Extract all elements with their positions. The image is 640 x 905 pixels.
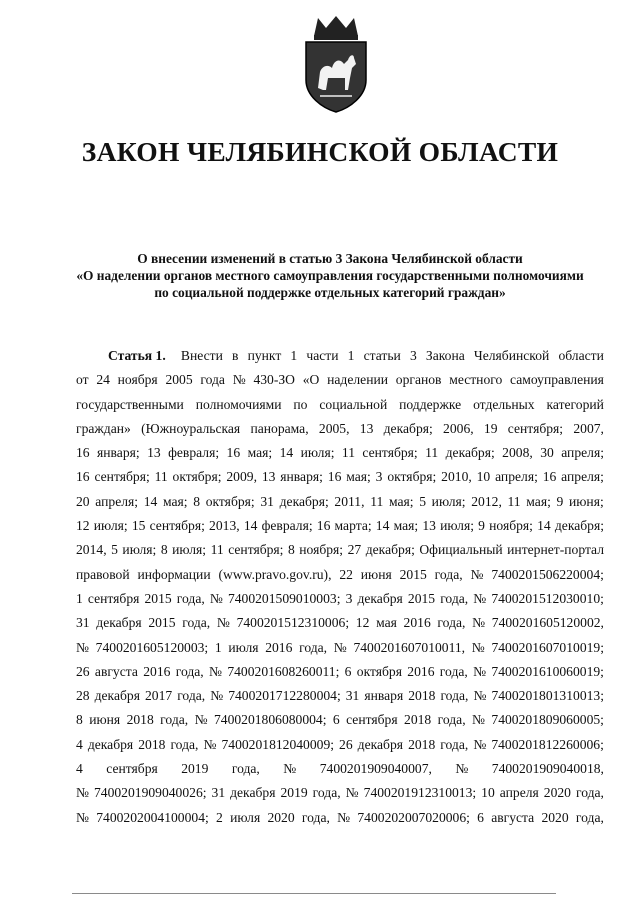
word: ноября;: [489, 518, 533, 534]
word: 7400201909040018,: [491, 761, 604, 777]
word: Внести: [180, 348, 223, 363]
word: декабря: [357, 590, 403, 606]
word: 2017: [144, 688, 173, 704]
word: (Южноуральская: [141, 420, 241, 436]
word: №: [472, 712, 485, 728]
word: (www.pravo.gov.ru),: [218, 566, 332, 582]
article-line: [76, 781, 604, 805]
word: июля: [230, 809, 261, 825]
word: 16: [226, 445, 241, 461]
article-line: [76, 368, 604, 392]
word: мая;: [388, 493, 414, 509]
word: органов: [395, 372, 442, 388]
word: 14: [537, 518, 551, 534]
word: 7400201809060005;: [491, 712, 604, 728]
word: января: [364, 688, 404, 704]
word: 6: [477, 809, 484, 825]
word: 2009,: [226, 469, 257, 485]
word: апреля;: [495, 469, 538, 485]
word: декабря;: [554, 518, 604, 534]
article-line: [76, 514, 604, 538]
word: 26: [76, 663, 90, 679]
word: 11: [370, 493, 384, 509]
word: №: [333, 639, 347, 655]
word: 13: [147, 445, 161, 461]
word: 7400201812260006;: [491, 736, 604, 752]
word: 5: [419, 493, 426, 509]
word: 11: [210, 542, 224, 558]
word: 2015: [407, 590, 436, 606]
word: октября;: [387, 469, 437, 485]
word: декабря: [94, 688, 140, 704]
word: мая;: [346, 469, 371, 485]
word: года,: [301, 809, 330, 825]
word: №: [216, 615, 230, 631]
word: апреля;: [561, 469, 604, 485]
word: 4: [76, 761, 83, 777]
article-line: [76, 538, 604, 562]
word: июля;: [172, 542, 207, 558]
word: декабря;: [279, 493, 329, 509]
word: граждан»: [76, 420, 131, 436]
word: октября: [356, 663, 402, 679]
word: 7400201512310006;: [236, 615, 350, 631]
word: 14: [243, 518, 258, 534]
word: 15: [131, 518, 146, 534]
word: правовой: [76, 566, 130, 582]
word: информации: [137, 566, 211, 582]
word: №: [472, 615, 486, 631]
word: 20: [76, 493, 90, 509]
article-line: [76, 611, 604, 635]
word: июля;: [300, 445, 335, 461]
word: января;: [280, 469, 323, 485]
word: 2015: [148, 615, 176, 631]
word: апреля;: [561, 445, 604, 461]
word: сентября;: [228, 542, 284, 558]
word: интернет-портал: [507, 542, 604, 558]
word: 6: [332, 712, 340, 728]
word: января;: [97, 445, 140, 461]
word: 1: [76, 590, 83, 606]
word: ноября: [117, 372, 158, 388]
word: августа: [94, 663, 138, 679]
word: 9: [556, 493, 564, 509]
word: года,: [439, 663, 468, 679]
word: 12: [355, 615, 370, 631]
word: 13: [422, 518, 436, 534]
word: поддержке: [399, 396, 462, 412]
law-title: ЗАКОН ЧЕЛЯБИНСКОЙ ОБЛАСТИ: [81, 136, 559, 167]
word: 24: [96, 372, 110, 388]
word: мая;: [393, 518, 419, 534]
article-body: [76, 344, 604, 830]
word: 11: [341, 445, 355, 461]
word: от: [76, 372, 89, 388]
word: июня: [360, 566, 392, 582]
word: №: [455, 761, 469, 777]
word: 2018: [408, 688, 436, 704]
word: 2010,: [441, 469, 472, 485]
word: года,: [437, 712, 466, 728]
word: в: [232, 348, 239, 363]
word: по: [293, 396, 308, 412]
word: года,: [440, 736, 469, 752]
word: «О: [302, 372, 320, 388]
word: №: [194, 712, 208, 728]
law-subtitle: [60, 250, 600, 301]
article-line: [76, 733, 604, 757]
word: части: [306, 348, 339, 363]
word: 7400201801310013;: [491, 688, 604, 704]
word: №: [209, 663, 223, 679]
word: №: [76, 639, 89, 655]
word: 7400202007020006;: [357, 809, 470, 825]
article-line: [76, 441, 604, 465]
word: статьи: [363, 348, 401, 363]
word: апреля;: [95, 493, 139, 509]
word: 6: [344, 663, 352, 679]
word: сентября: [87, 590, 140, 606]
word: 7400201712280004;: [228, 688, 341, 704]
word: февраля;: [168, 445, 220, 461]
word: мая;: [247, 445, 273, 461]
word: года,: [175, 663, 204, 679]
word: местного: [449, 372, 503, 388]
word: 2018: [138, 736, 166, 752]
word: 28: [76, 688, 90, 704]
word: июля;: [93, 518, 128, 534]
word: 19: [483, 420, 498, 436]
article-line: [76, 684, 604, 708]
word: 10: [481, 785, 495, 801]
word: года,: [437, 615, 466, 631]
word: 16: [316, 518, 331, 534]
word: года,: [440, 590, 469, 606]
subtitle-line: по социальной поддержке отдельных категорий граждан»: [154, 285, 506, 300]
word: государственными: [76, 396, 184, 412]
word: категорий: [546, 396, 604, 412]
word: 7400201506220004;: [491, 566, 604, 582]
word: 30: [540, 445, 554, 461]
word: 2011,: [334, 493, 365, 509]
word: №: [76, 785, 89, 801]
word: 2018: [408, 736, 436, 752]
word: Челябинской: [473, 348, 550, 363]
article-label: Статья 1.: [108, 348, 166, 363]
word: июня;: [569, 493, 604, 509]
word: №: [337, 809, 351, 825]
word: года,: [231, 761, 260, 777]
article-line: [76, 806, 604, 830]
word: года,: [312, 785, 341, 801]
word: июля;: [440, 518, 474, 534]
word: сентября: [106, 761, 158, 777]
word: 12: [76, 518, 90, 534]
word: сентября: [346, 712, 398, 728]
word: 16: [76, 445, 90, 461]
word: 7400201607010011,: [353, 639, 466, 655]
word: 14: [375, 518, 390, 534]
word: 2015: [399, 566, 427, 582]
word: 2016: [407, 663, 435, 679]
word: №: [473, 663, 487, 679]
word: сентября;: [94, 469, 150, 485]
word: мая;: [162, 493, 188, 509]
word: 7400201605120003;: [95, 639, 209, 655]
word: №: [232, 372, 246, 388]
word: №: [470, 566, 484, 582]
word: года,: [440, 688, 469, 704]
word: апреля: [499, 785, 539, 801]
word: июля;: [122, 542, 157, 558]
word: декабря: [357, 736, 404, 752]
word: 2016: [265, 639, 293, 655]
word: №: [283, 761, 297, 777]
article-line: [76, 636, 604, 660]
word: 2020: [541, 809, 569, 825]
word: 9: [478, 518, 485, 534]
word: 7400201909040026;: [93, 785, 207, 801]
word: года,: [177, 688, 206, 704]
word: Закона: [425, 348, 465, 363]
subtitle-line: «О наделении органов местного самоуправления государственными полномочиями: [76, 268, 584, 283]
word: года,: [299, 639, 328, 655]
word: 16: [327, 469, 342, 485]
word: 2014,: [76, 542, 107, 558]
word: 5: [111, 542, 118, 558]
word: года,: [170, 736, 199, 752]
word: 31: [260, 493, 274, 509]
word: 2018: [404, 712, 432, 728]
word: декабря: [96, 615, 142, 631]
word: 2015: [144, 590, 172, 606]
word: 7400201909040007,: [319, 761, 432, 777]
word: 3: [409, 348, 417, 363]
word: 2007,: [573, 420, 604, 436]
word: 2008,: [502, 445, 533, 461]
word: самоуправления: [510, 372, 604, 388]
word: 2013,: [209, 518, 240, 534]
word: социальной: [319, 396, 388, 412]
word: №: [209, 590, 223, 606]
word: 1: [290, 348, 298, 363]
word: 7400201605120002,: [491, 615, 604, 631]
word: мая;: [526, 493, 551, 509]
word: 27: [347, 542, 362, 558]
word: 8: [193, 493, 201, 509]
word: №: [473, 736, 487, 752]
word: 2006,: [443, 420, 474, 436]
word: марта;: [334, 518, 372, 534]
word: февраля;: [261, 518, 313, 534]
word: сентября;: [362, 445, 418, 461]
word: 7400201608260011;: [227, 663, 340, 679]
article-line: [76, 757, 604, 781]
word: №: [473, 590, 487, 606]
word: июля;: [431, 493, 466, 509]
word: №: [210, 688, 224, 704]
word: 2019: [181, 761, 209, 777]
word: 14: [143, 493, 158, 509]
word: года,: [176, 590, 205, 606]
word: 7400202004100004;: [96, 809, 209, 825]
footer-divider: [72, 893, 556, 894]
word: октября;: [205, 493, 255, 509]
article-line: [76, 490, 604, 514]
word: 11: [507, 493, 521, 509]
word: №: [471, 639, 485, 655]
word: декабря;: [383, 420, 433, 436]
word: года,: [575, 809, 604, 825]
word: года,: [182, 615, 211, 631]
word: 16: [542, 469, 557, 485]
word: 2012,: [471, 493, 502, 509]
article-line: [76, 393, 604, 417]
word: 1: [214, 639, 222, 655]
word: года,: [575, 785, 604, 801]
word: октября;: [172, 469, 222, 485]
word: наделении: [327, 372, 389, 388]
word: отдельных: [473, 396, 535, 412]
word: года,: [434, 566, 463, 582]
word: 26: [339, 736, 353, 752]
word: 2005,: [318, 420, 350, 436]
word: Официальный: [419, 542, 503, 558]
word: июня: [89, 712, 121, 728]
word: 7400201806080004;: [213, 712, 327, 728]
coat-of-arms-icon: [298, 14, 374, 114]
word: 4: [76, 736, 83, 752]
subtitle-line: О внесении изменений в статью 3 Закона Челябинской области: [137, 251, 523, 266]
word: сентября;: [507, 420, 564, 436]
article-line: [76, 708, 604, 732]
article-line: [76, 417, 604, 441]
word: 2020: [543, 785, 571, 801]
word: 31: [76, 615, 90, 631]
word: №: [473, 688, 487, 704]
word: декабря: [230, 785, 276, 801]
word: №: [345, 785, 359, 801]
word: 7400201509010003;: [227, 590, 341, 606]
word: 2020: [267, 809, 295, 825]
word: 430-ЗО: [253, 372, 295, 388]
word: 16: [76, 469, 90, 485]
word: №: [76, 809, 89, 825]
word: года,: [160, 712, 189, 728]
word: декабря;: [445, 445, 495, 461]
word: декабря: [87, 736, 134, 752]
word: 2019: [280, 785, 308, 801]
article-line: [76, 587, 604, 611]
article-line: [76, 660, 604, 684]
word: 2: [216, 809, 223, 825]
word: области: [558, 348, 604, 363]
word: полномочиями: [195, 396, 282, 412]
word: пункт: [247, 348, 282, 363]
article-line: [76, 563, 604, 587]
word: июля: [228, 639, 259, 655]
article-line: [76, 465, 604, 489]
word: 31: [211, 785, 226, 801]
word: декабря;: [365, 542, 415, 558]
word: 8: [160, 542, 168, 558]
word: ноября;: [299, 542, 344, 558]
word: года: [200, 372, 225, 388]
word: №: [203, 736, 217, 752]
word: 13: [261, 469, 276, 485]
word: 1: [347, 348, 355, 363]
word: 7400201812040009;: [221, 736, 335, 752]
word: 2005: [165, 372, 193, 388]
word: 13: [359, 420, 374, 436]
word: 7400201512030010;: [491, 590, 604, 606]
word: сентября;: [149, 518, 205, 534]
word: 8: [76, 712, 83, 728]
word: 22: [339, 566, 353, 582]
word: 3: [345, 590, 353, 606]
word: мая: [376, 615, 397, 631]
word: 2018: [126, 712, 154, 728]
word: 7400201912310013;: [363, 785, 477, 801]
word: 11: [425, 445, 439, 461]
word: панорама,: [250, 420, 309, 436]
word: августа: [491, 809, 535, 825]
word: 2016: [403, 615, 431, 631]
article-line: [76, 344, 604, 368]
word: 7400201610060019;: [491, 663, 604, 679]
word: 7400201607010019;: [491, 639, 604, 655]
word: 8: [287, 542, 295, 558]
word: 3: [375, 469, 383, 485]
word: 31: [345, 688, 360, 704]
word: 14: [279, 445, 294, 461]
word: 11: [154, 469, 168, 485]
word: 10: [476, 469, 491, 485]
word: 2016: [143, 663, 171, 679]
